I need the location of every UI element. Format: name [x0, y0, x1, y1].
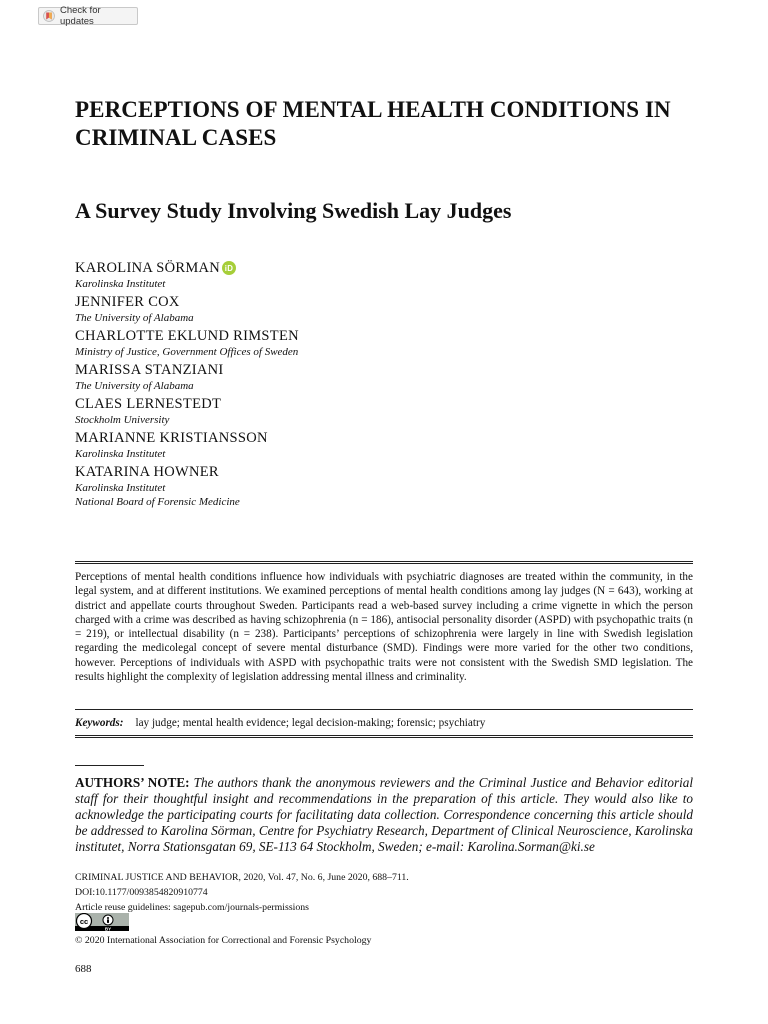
author-entry [75, 395, 695, 427]
keywords-label: Keywords: [75, 717, 124, 729]
author-affiliation: The University of Alabama [75, 312, 194, 324]
journal-citation: CRIMINAL JUSTICE AND BEHAVIOR, 2020, Vol. 47, No. 6, June 2020, 688–711. [75, 872, 409, 883]
doi[interactable]: DOI:10.1177/0093854820910774 [75, 887, 208, 898]
page-number: 688 [75, 963, 92, 975]
update-check-icon [43, 10, 55, 22]
authors-note-text: The authors thank the anonymous reviewers and the Criminal Justice and Behavior editorial staff for their thoughtful insight and recommendations in the preparation of this article. They would also like to acknowledge the participating courts for facilitating data collection. Correspondence concerning this article should be addressed to Karolina Sörman, Centre for Psychiatry Research, Department of Clinical Neuroscience, Karolinska institutet, Norra Stationsgatan 69, SE-113 64 Stockholm, Sweden; e-mail: Karolina.Sorman@ki.se [75, 775, 694, 854]
author-list [75, 259, 695, 511]
check-for-updates-label: Check for updates [59, 5, 101, 27]
orcid-icon[interactable] [222, 261, 236, 275]
article-title: PERCEPTIONS OF MENTAL HEALTH CONDITIONS IN CRIMINAL CASES [75, 97, 671, 150]
reuse-guidelines[interactable]: Article reuse guidelines: sagepub.com/journals-permissions [75, 902, 309, 913]
abstract-top-divider [75, 561, 693, 564]
keywords-bottom-divider [75, 735, 693, 738]
authors-note-label: AUTHORS’ NOTE: [75, 775, 190, 790]
author-entry [75, 293, 695, 325]
author-entry [75, 259, 695, 291]
author-affiliation-secondary: National Board of Forensic Medicine [75, 496, 240, 508]
copyright-line: © 2020 International Association for Correctional and Forensic Psychology [75, 935, 372, 946]
by-mark: BY [104, 926, 112, 931]
author-affiliation: Karolinska Institutet [75, 482, 166, 494]
author-name: KATARINA HOWNER [75, 464, 219, 480]
orcid-label: iD [224, 263, 234, 273]
citation-block [75, 870, 409, 915]
footnote-divider [75, 765, 144, 766]
author-affiliation: The University of Alabama [75, 380, 194, 392]
article-subtitle: A Survey Study Involving Swedish Lay Judges [75, 198, 512, 223]
keywords-list: lay judge; mental health evidence; legal decision-making; forensic; psychiatry [135, 717, 486, 729]
author-affiliation: Karolinska Institutet [75, 278, 166, 290]
author-entry [75, 361, 695, 393]
author-entry [75, 327, 695, 359]
abstract-text: Perceptions of mental health conditions influence how individuals with psychiatric diagnoses are treated within the community, in the legal system, and at different institutions. We examined perceptions of mental health conditions among lay judges (N = 643), working at district and appellate courts throughout Sweden. Participants read a web-based survey including a crime vignette in which the person charged with a crime was described as having schizophrenia (n = 186), antisocial personality disorder (ASPD) with psychopathic traits (n = 219), or intellectual disability (n = 238). Participants’ perceptions of schizophrenia were largely in line with Swedish legislation regarding the medicolegal concept of severe mental disturbance (SMD). Findings were more varied for the other two conditions, however. Perceptions of individuals with ASPD with psychopathic traits were not consistent with the Swedish SMD legislation. The results highlight the complexity of legislation addressing mental illness and criminality. [75, 571, 693, 684]
author-affiliation: Ministry of Justice, Government Offices of Sweden [75, 346, 299, 358]
keywords [75, 717, 485, 729]
author-name: CLAES LERNESTEDT [75, 396, 222, 412]
authors-note [75, 775, 693, 855]
check-for-updates-button[interactable] [38, 7, 138, 25]
keywords-top-divider [75, 709, 693, 710]
author-entry [75, 463, 695, 509]
cc-mark: cc [79, 916, 89, 926]
author-name: MARISSA STANZIANI [75, 362, 224, 378]
author-name: CHARLOTTE EKLUND RIMSTEN [75, 328, 299, 344]
author-name: KAROLINA SÖRMAN [75, 260, 221, 276]
cc-by-license-icon[interactable] [75, 913, 129, 931]
author-name: JENNIFER COX [75, 294, 180, 310]
author-name: MARIANNE KRISTIANSSON [75, 430, 268, 446]
author-affiliation: Stockholm University [75, 414, 170, 426]
author-entry [75, 429, 695, 461]
author-affiliation: Karolinska Institutet [75, 448, 166, 460]
